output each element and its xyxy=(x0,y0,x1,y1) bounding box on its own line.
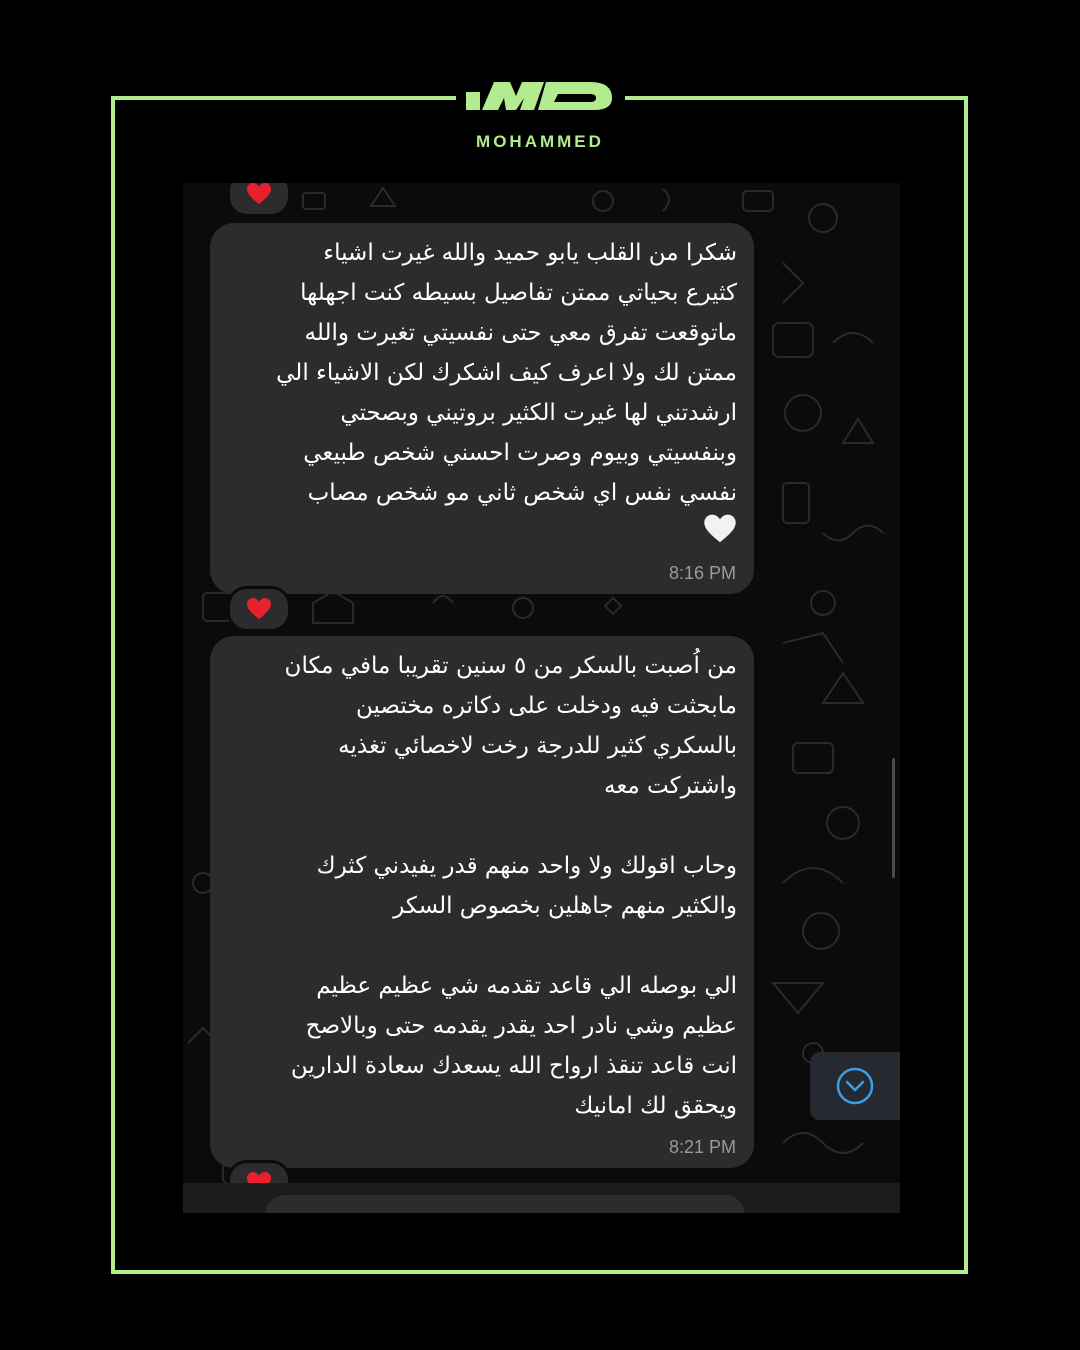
scrollbar[interactable] xyxy=(892,758,895,878)
reaction-badge-1[interactable] xyxy=(227,586,291,632)
brand-name: MOHAMMED xyxy=(476,132,604,151)
message-bubble-1[interactable] xyxy=(210,223,754,594)
frame-left xyxy=(111,96,115,1274)
input-bar xyxy=(183,1183,900,1213)
heart-icon xyxy=(246,183,272,206)
frame-right xyxy=(964,96,968,1274)
brand-logo-icon xyxy=(466,74,616,118)
message-text-1: شكرا من القلب يابو حميد والله غيرت اشياء كثيرع بحياتي ممتن تفاصيل بسيطه كنت اجهلها ماتوقعت تفرق معي حتى نفسيتي تغيرت والله ممتن لك ولا اعرف كيف اشكرك لكن الاشياء الي ارشدتني لها غيرت الكثير بروتيني وبصحتي وبنفسيتي وبيوم وصرت احسني شخص طبيعي نفسي نفس اي شخص ثاني مو شخص مصاب xyxy=(276,240,737,506)
heart-icon xyxy=(246,597,272,621)
frame-top-right xyxy=(625,96,968,100)
white-heart-icon xyxy=(210,513,754,556)
message-input[interactable] xyxy=(265,1195,745,1213)
message-text-2: من اُصبت بالسكر من ٥ سنين تقريبا مافي مكان مابحثت فيه ودخلت على دكاتره مختصين بالسكري كثير للدرجة رخت لاخصائي تغذيه واشتركت معه وحاب اقولك ولا واحد منهم قدر يفيدني كثرك والكثير منهم جاهلين بخصوص السكر الي بوصله الي قاعد تقدمه شي عظيم عظيم عظيم وشي نادر احد يقدر يقدمه حتى وبالاصح انت قاعد تنقذ ارواح الله يسعدك سعادة الدارين ويحقق لك امانيك xyxy=(284,653,737,1119)
message-time-1: 8:16 PM xyxy=(668,563,736,583)
chevron-down-icon xyxy=(835,1066,875,1106)
chat-screen[interactable] xyxy=(183,183,900,1213)
message-time-2: 8:21 PM xyxy=(668,1137,736,1157)
frame-bottom xyxy=(111,1270,968,1274)
frame-top-left xyxy=(111,96,456,100)
message-bubble-2[interactable] xyxy=(210,636,754,1168)
reaction-badge-top[interactable] xyxy=(227,183,291,217)
scroll-to-bottom-button[interactable] xyxy=(810,1052,900,1120)
